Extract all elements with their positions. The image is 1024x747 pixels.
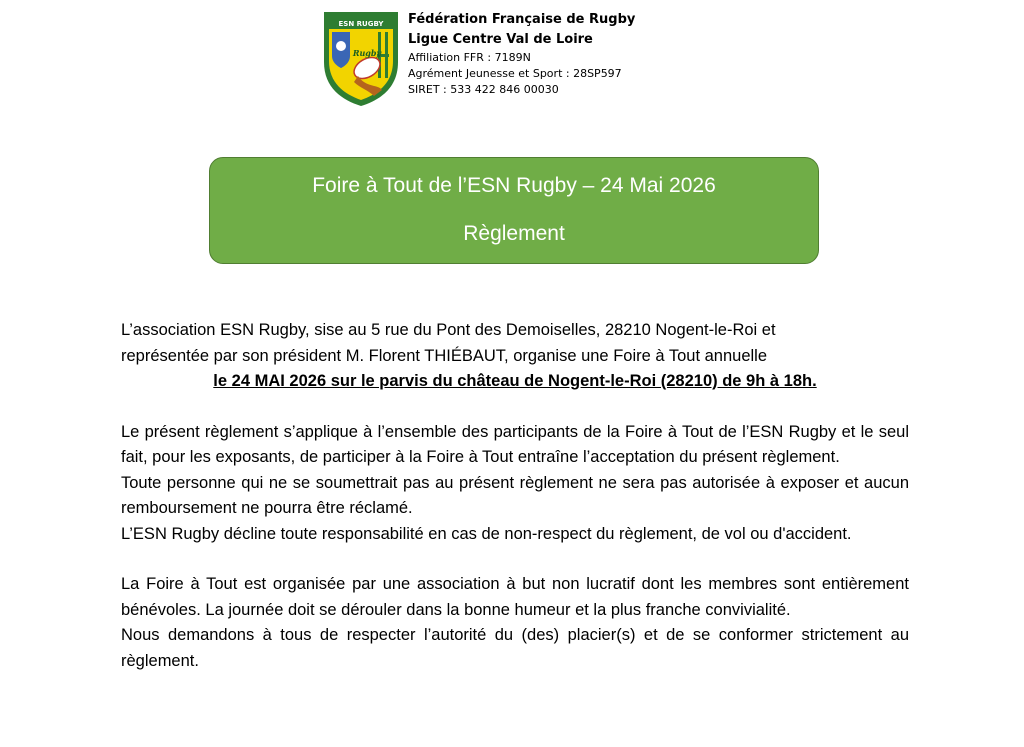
letterhead bbox=[322, 10, 635, 108]
siret-text: SIRET : 533 422 846 00030 bbox=[408, 83, 559, 96]
document-body bbox=[121, 318, 909, 674]
logo-top-text: ESN RUGBY bbox=[338, 20, 384, 28]
paragraph-2: Toute personne qui ne se soumettrait pas au présent règlement ne sera pas autorisée à exposer et aucun remboursement ne pourra être réclamé. bbox=[121, 473, 909, 517]
title-box bbox=[209, 157, 819, 264]
agrement-text: Agrément Jeunesse et Sport : 28SP597 bbox=[408, 67, 622, 80]
logo-script-text: Rugby bbox=[352, 48, 382, 58]
event-date-location: le 24 MAI 2026 sur le parvis du château de Nogent-le-Roi (28210) de 9h à 18h. bbox=[213, 372, 817, 390]
ligue-name: Ligue Centre Val de Loire bbox=[408, 32, 593, 47]
document-subtitle: Règlement bbox=[463, 222, 565, 245]
document-title: Foire à Tout de l’ESN Rugby – 24 Mai 2026 bbox=[312, 174, 716, 197]
federation-name: Fédération Française de Rugby bbox=[408, 12, 636, 27]
paragraph-1: Le présent règlement s’applique à l’ensemble des participants de la Foire à Tout de l’ESN Rugby et le seul fait, pour les exposants, de participer à la Foire à Tout entraîne l’acceptation du présent règlement. bbox=[121, 422, 909, 466]
paragraph-4: La Foire à Tout est organisée par une association à but non lucratif dont les membres sont entièrement bénévoles. La journée doit se dérouler dans la bonne humeur et la plus franche convivialité. bbox=[121, 575, 909, 619]
paragraph-5: Nous demandons à tous de respecter l’autorité du (des) placier(s) et de se conformer strictement au règlement. bbox=[121, 626, 909, 670]
intro-line-1: L’association ESN Rugby, sise au 5 rue du Pont des Demoiselles, 28210 Nogent-le-Roi et bbox=[121, 321, 776, 339]
affiliation-text: Affiliation FFR : 7189N bbox=[408, 51, 531, 64]
paragraph-3: L’ESN Rugby décline toute responsabilité en cas de non-respect du règlement, de vol ou d'accident. bbox=[121, 524, 852, 543]
club-logo-icon bbox=[322, 10, 400, 108]
organization-info bbox=[408, 10, 635, 108]
intro-line-2: représentée par son président M. Florent THIÉBAUT, organise une Foire à Tout annuelle bbox=[121, 346, 767, 365]
